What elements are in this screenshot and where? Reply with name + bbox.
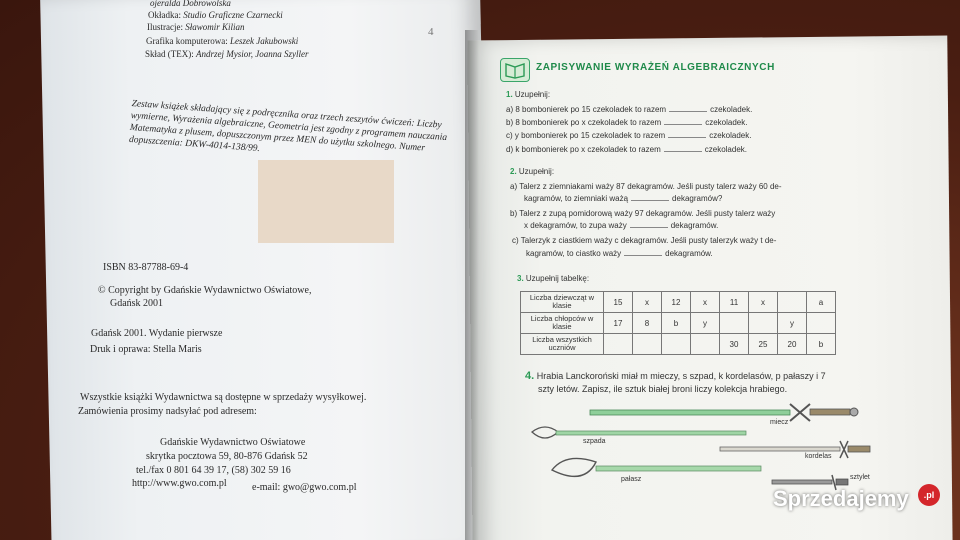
label-kordelas: kordelas <box>805 453 832 460</box>
table-cell[interactable]: y <box>778 313 807 334</box>
ex2-c-line2: kagramów, to ciastko waży dekagramów. <box>526 249 713 258</box>
copyright-line-1: © Copyright by Gdańskie Wydawnictwo Oświatowe, <box>98 285 312 296</box>
credit-line-2: Ilustracje: Sławomir Kilian <box>147 22 245 32</box>
sales-line-2: Zamówienia prosimy nadsyłać pod adresem: <box>78 406 257 417</box>
website: http://www.gwo.com.pl <box>132 478 227 489</box>
table-cell[interactable]: y <box>691 313 720 334</box>
watermark-badge: .pl <box>918 484 940 506</box>
label-sztylet: sztylet <box>850 474 870 481</box>
label-szpada: szpada <box>583 438 606 445</box>
table-cell[interactable]: 12 <box>662 292 691 313</box>
ex1-header: 1. Uzupełnij: <box>506 90 551 99</box>
ex1-row-b: b) 8 bombonierek po x czekoladek to razem czekoladek. <box>506 118 748 127</box>
ex2-a-line1: a) Talerz z ziemniakami waży 87 dekagramów. Jeśli pusty talerz waży 60 de- <box>510 182 782 191</box>
ex1-row-a: a) 8 bombonierek po 15 czekoladek to razem czekoladek. <box>506 105 753 114</box>
table-cell[interactable]: 30 <box>720 334 749 355</box>
ex2-a-line2: kagramów, to ziemniaki ważą dekagramów? <box>524 194 723 203</box>
table-cell[interactable]: 17 <box>604 313 633 334</box>
ex1-row-c: c) y bombonierek po 15 czekoladek to razem czekoladek. <box>506 131 752 140</box>
address-line-1: Gdańskie Wydawnictwo Oświatowe <box>160 437 306 448</box>
label-palasz: pałasz <box>621 476 642 483</box>
credit-line-4: Skład (TEX): Andrzej Mysior, Joanna Szyller <box>145 49 309 59</box>
table-cell[interactable]: x <box>691 292 720 313</box>
copyright-line-2: Gdańsk 2001 <box>110 298 164 309</box>
edition: Gdańsk 2001. Wydanie pierwsze <box>91 328 223 339</box>
credit-line-3: Grafika komputerowa: Leszek Jakubowski <box>146 36 299 46</box>
credit-line-1: Okładka: Studio Graficzne Czarnecki <box>148 10 283 20</box>
ex2-c-line1: c) Talerzyk z ciastkiem waży c dekagramów. Jeśli pusty talerzyk waży t de- <box>512 236 777 245</box>
sword-kordelas <box>720 441 870 458</box>
address-line-3: tel./fax 0 801 64 39 17, (58) 302 59 16 <box>136 465 291 476</box>
ex3-header: 3. Uzupełnij tabelkę: <box>517 274 590 283</box>
isbn: ISBN 83-87788-69-4 <box>103 262 189 273</box>
table-cell[interactable]: 20 <box>778 334 807 355</box>
label-miecz: miecz <box>770 419 789 426</box>
ex4-line2: szty letów. Zapisz, ile sztuk białej broni liczy kolekcja hrabiego. <box>538 384 788 394</box>
section-heading: ZAPISYWANIE WYRAŻEŃ ALGEBRAICZNYCH <box>536 62 775 73</box>
sword-palasz <box>552 458 761 476</box>
table-cell[interactable]: x <box>749 292 778 313</box>
approval-paragraph: Zestaw książek składający się z podręcznika oraz trzech zeszytów ćwiczeń: Liczby wymierne, Wyrażenia algebraiczne, Geometria jest zgodny z programem nauczania Matematyka z plusem, dopuszczonym przez MEN do użytku szkolnego. Numer dopuszczenia: DKW-4014-138/99. <box>128 98 448 155</box>
sword-miecz <box>590 404 858 421</box>
table-cell[interactable]: 15 <box>604 292 633 313</box>
ex2-header: 2. Uzupełnij: <box>510 167 555 176</box>
sword-szpada <box>532 427 746 438</box>
address-line-2: skrytka pocztowa 59, 80-876 Gdańsk 52 <box>146 451 308 462</box>
row-header: Liczba wszystkich uczniów <box>521 334 604 355</box>
row-header: Liczba chłopców w klasie <box>521 313 604 334</box>
credit-line-0: ojeralda Dobrowolska <box>150 0 231 8</box>
table-cell[interactable]: 11 <box>720 292 749 313</box>
table-cell[interactable]: 25 <box>749 334 778 355</box>
table-cell[interactable]: 8 <box>633 313 662 334</box>
printing: Druk i oprawa: Stella Maris <box>90 344 202 355</box>
table-cell[interactable]: b <box>807 334 836 355</box>
table-cell[interactable]: a <box>807 292 836 313</box>
ex4-line1: 4. Hrabia Lanckoroński miał m mieczy, s szpad, k kordelasów, p pałaszy i 7 <box>525 370 826 382</box>
ex1-row-d: d) k bombonierek po x czekoladek to razem czekoladek. <box>506 145 747 154</box>
watermark-text: Sprzedajemy <box>773 486 909 511</box>
row-header: Liczba dziewcząt w klasie <box>521 292 604 313</box>
table-cell[interactable]: b <box>662 313 691 334</box>
ex2-b-line1: b) Talerz z zupą pomidorową waży 97 dekagramów. Jeśli pusty talerz waży <box>510 209 776 218</box>
ex2-b-line2: x dekagramów, to zupa waży dekagramów. <box>524 221 719 230</box>
sales-line-1: Wszystkie książki Wydawnictwa są dostępne w sprzedaży wysyłkowej. <box>80 392 367 403</box>
table-cell[interactable]: x <box>633 292 662 313</box>
email: e-mail: gwo@gwo.com.pl <box>252 482 357 493</box>
page-mark: 4 <box>428 26 434 38</box>
